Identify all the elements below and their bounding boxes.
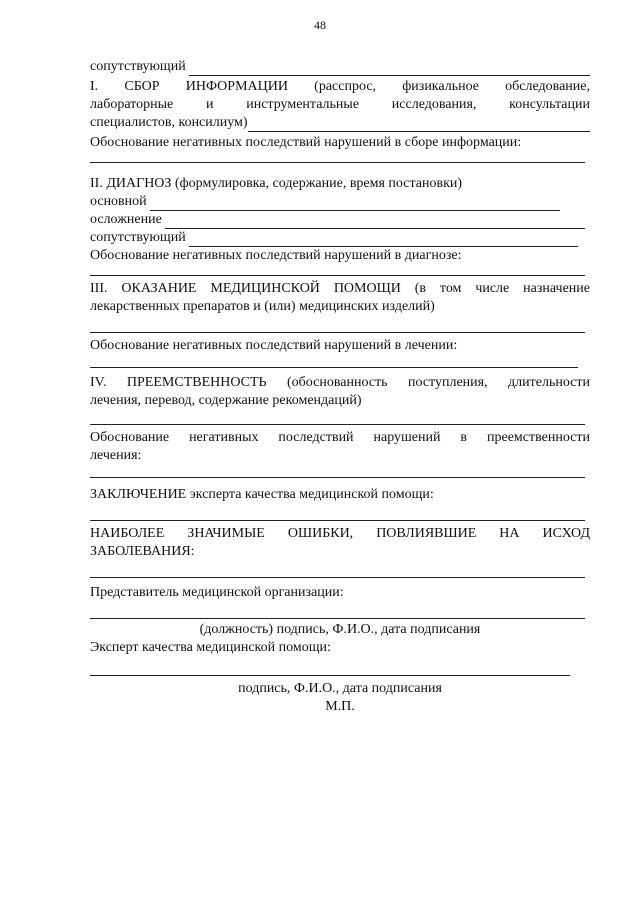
errors-line-1: НАИБОЛЕЕ ЗНАЧИМЫЕ ОШИБКИ, ПОВЛИЯВШИЕ НА ИСХОД [90,526,590,541]
comorbid-top-field[interactable] [189,61,590,76]
section-2-justification-label: Обоснование негативных последствий нарушений в диагнозе: [90,248,462,263]
diagnosis-comorbid-field[interactable] [189,232,578,247]
errors-field-line[interactable] [90,577,585,578]
diagnosis-comorbid-row [90,229,590,247]
diagnosis-main-field[interactable] [150,196,560,211]
section-1-line-1: I. СБОР ИНФОРМАЦИИ (расспрос, физикальное обследование, [90,79,590,94]
section-3-justification-line[interactable] [90,367,578,368]
conclusion-line[interactable] [90,520,585,521]
section-4-line-1: IV. ПРЕЕМСТВЕННОСТЬ (обоснованность поступления, длительности [90,375,590,390]
section-2-justification-line[interactable] [90,275,585,276]
section-3-justification-label: Обоснование негативных последствий нарушений в лечении: [90,338,458,353]
diagnosis-main-label: основной [90,194,147,209]
stamp-place: М.П. [325,699,355,714]
section-1-heading [90,78,590,132]
section-3-line-2: лекарственных препаратов и (или) медицинских изделий) [90,299,435,314]
section-4-justification-line-1: Обоснование негативных последствий нарушений в преемственности [90,430,590,445]
page-number: 48 [314,18,326,32]
section-4-justification-line-2: лечения: [90,448,142,463]
representative-line[interactable] [90,618,585,619]
section-2-title: II. ДИАГНОЗ (формулировка, содержание, время постановки) [90,176,463,191]
comorbid-top-label: сопутствующий [90,59,186,74]
section-1-field[interactable] [248,117,590,132]
representative-sign-caption: (должность) подпись, Ф.И.О., дата подписания [199,622,481,637]
section-1-justification-label: Обоснование негативных последствий нарушений в сборе информации: [90,135,522,150]
section-1-justification-line[interactable] [90,162,585,163]
expert-line[interactable] [90,675,570,676]
section-4-field-line[interactable] [90,424,585,425]
diagnosis-comorbid-label: сопутствующий [90,230,186,245]
expert-label: Эксперт качества медицинской помощи: [90,640,331,655]
diagnosis-complication-row [90,211,590,229]
comorbid-top-row [90,58,590,76]
section-3-field-line[interactable] [90,332,585,333]
errors-line-2: ЗАБОЛЕВАНИЯ: [90,544,195,559]
conclusion-label [90,486,590,504]
section-1-line-2: лабораторные и инструментальные исследования, консультации [90,97,590,112]
diagnosis-complication-field[interactable] [165,214,585,229]
conclusion-text: ЗАКЛЮЧЕНИЕ эксперта качества медицинской помощи: [90,487,434,502]
section-1-line-3: специалистов, консилиум) [90,115,248,130]
expert-form [90,58,590,716]
section-4-justification-line[interactable] [90,477,585,478]
section-4-line-2: лечения, перевод, содержание рекомендаций) [90,393,362,408]
representative-label: Представитель медицинской организации: [90,585,344,600]
section-3-line-1: III. ОКАЗАНИЕ МЕДИЦИНСКОЙ ПОМОЩИ (в том числе назначение [90,281,590,296]
section-1-line-3-row [90,114,590,132]
expert-sign-caption: подпись, Ф.И.О., дата подписания [238,681,442,696]
diagnosis-main-row [90,193,590,211]
diagnosis-complication-label: осложнение [90,212,162,227]
